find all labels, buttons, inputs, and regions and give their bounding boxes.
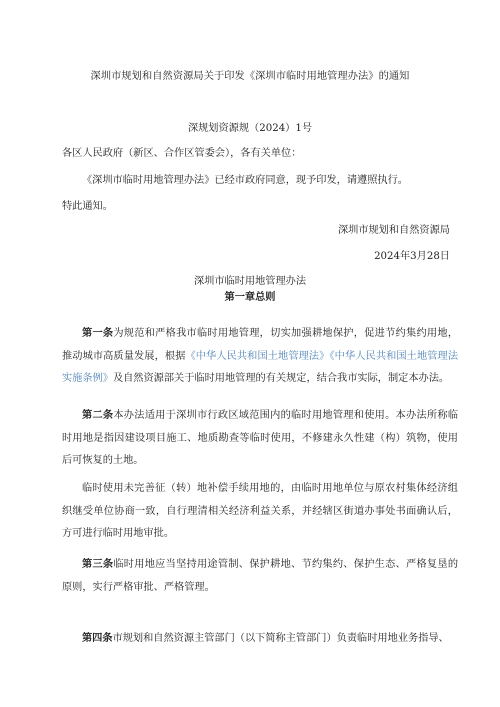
article-2-text: 本办法适用于深圳市行政区域范围内的临时用地管理和使用。本办法所称临时用地是指因建设项目施工、地质勘查等临时使用，不修建永久性建（构）筑物，使用后可恢复的土地。 [62, 410, 459, 466]
article-4-text: 市规划和自然资源主管部门（以下简称主管部门）负责临时用地业务指导、 [112, 633, 449, 644]
land-law-link[interactable]: 《中华人民共和国土地管理法》 [185, 350, 330, 362]
article-4 [62, 627, 458, 651]
issuing-organization: 深圳市规划和自然资源局 [337, 225, 450, 236]
article-3-text: 临时用地应当坚持用途管制、保护耕地、节约集约、保护生态、严格复垦的原则，实行严格审批、严格管理。 [62, 559, 459, 593]
article-3-label: 第三条 [82, 558, 114, 570]
article-3 [62, 553, 458, 599]
addressee: 各区人民政府（新区、合作区管委会），各有关单位： [62, 148, 302, 159]
document-number: 深规划资源规（2024）1号 [187, 123, 313, 134]
land-law-implementation-link[interactable]: 《中华人民共和国土地管理法实施条例》 [62, 350, 459, 384]
article-2-paragraph-2: 临时使用未完善征（转）地补偿手续用地的，由临时用地单位与原农村集体经济组织继受单位协商一致，自行理清相关经济利益关系，并经辖区街道办事处书面确认后，方可进行临时用地审批。 [62, 483, 458, 539]
article-2 [62, 404, 458, 473]
issue-date: 2024年3月28日 [374, 251, 450, 262]
notice-title: 深圳市规划和自然资源局关于印发《深圳市临时用地管理办法》的通知 [90, 71, 410, 82]
notice-closing: 特此通知。 [62, 201, 113, 212]
regulation-title: 深圳市临时用地管理办法 [193, 276, 307, 287]
article-4-label: 第四条 [82, 632, 113, 644]
article-1 [62, 322, 458, 391]
notice-body: 《深圳市临时用地管理办法》已经市政府同意，现予印发，请遵照执行。 [82, 175, 408, 186]
article-1-text-b: 及自然资源部关于临时用地管理的有关规定，结合我市实际，制定本办法。 [112, 373, 450, 384]
chapter-title: 第一章总则 [224, 291, 276, 303]
article-1-text-a: 为规范和严格我市临时用地管理，切实加强耕地保护，促进节约集约用地，推动城市高质量发展，根据 [62, 328, 459, 362]
article-2-label: 第二条 [82, 409, 114, 421]
article-1-label: 第一条 [82, 327, 114, 339]
